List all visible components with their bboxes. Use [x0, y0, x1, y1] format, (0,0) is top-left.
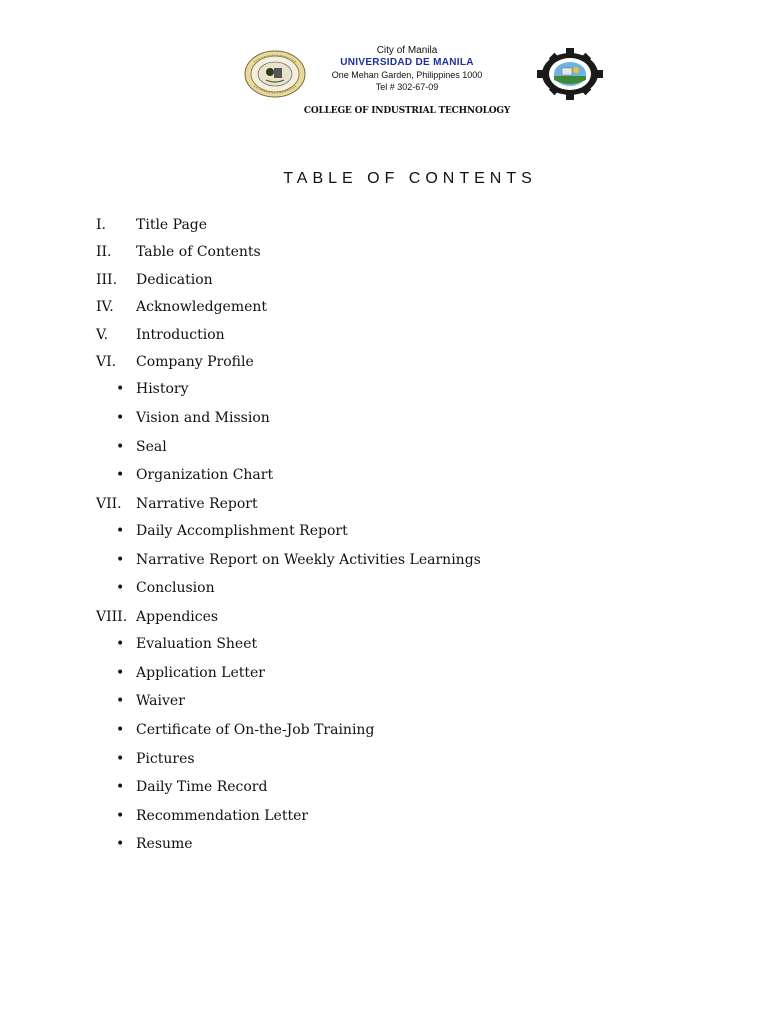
toc-item-label: Recommendation Letter — [136, 807, 309, 824]
toc-item — [96, 633, 696, 662]
bullet-icon: • — [116, 779, 125, 796]
toc-item — [96, 520, 696, 549]
bullet-icon: • — [116, 750, 125, 767]
toc-item — [96, 833, 696, 862]
toc-item — [96, 748, 696, 777]
university-name: UNIVERSIDAD DE MANILA — [340, 57, 474, 68]
toc-item-label: Organization Chart — [136, 467, 274, 484]
toc-item-number: VII. — [96, 495, 122, 512]
toc-item-number: III. — [96, 271, 118, 288]
toc-title: TABLE OF CONTENTS — [283, 170, 537, 187]
bullet-icon: • — [116, 664, 125, 681]
toc-item — [96, 378, 696, 407]
address: One Mehan Garden, Philippines 1000 — [331, 70, 483, 80]
city-name: City of Manila — [376, 45, 438, 56]
bullet-icon: • — [116, 438, 125, 455]
college-name: COLLEGE OF INDUSTRIAL TECHNOLOGY — [303, 106, 511, 116]
toc-item — [96, 464, 696, 493]
toc-item-label: Resume — [136, 836, 193, 853]
toc-item-label: Conclusion — [136, 580, 215, 597]
toc-item-label: Introduction — [136, 326, 225, 343]
toc-item-label: Table of Contents — [136, 244, 261, 261]
toc-item — [96, 549, 696, 578]
toc-item-number: V. — [96, 326, 109, 343]
toc-item — [96, 690, 696, 719]
toc-item — [96, 214, 696, 241]
toc-item-number: I. — [96, 217, 106, 233]
toc-item-label: Appendices — [136, 608, 219, 625]
toc-item — [96, 719, 696, 748]
toc-item — [96, 436, 696, 465]
letterhead — [0, 40, 768, 130]
toc-item-label: Narrative Report — [136, 495, 258, 512]
toc-item — [96, 577, 696, 606]
toc-item-number: VI. — [96, 353, 117, 370]
toc-item — [96, 805, 696, 834]
telephone: Tel # 302-67-09 — [375, 82, 439, 92]
toc-item-label: Narrative Report on Weekly Activities Learnings — [136, 551, 481, 568]
toc-item-label: Company Profile — [136, 353, 254, 370]
toc-item-label: Certificate of On-the-Job Training — [136, 722, 375, 739]
toc-item-label: History — [136, 381, 189, 398]
bullet-icon: • — [116, 551, 125, 568]
toc-item — [96, 269, 696, 296]
toc-item-label: Evaluation Sheet — [136, 636, 258, 653]
toc-item — [96, 776, 696, 805]
toc-item-label: Pictures — [136, 750, 195, 767]
toc-item — [96, 662, 696, 691]
toc-item-label: Daily Accomplishment Report — [136, 523, 348, 540]
toc-item — [96, 606, 696, 633]
bullet-icon: • — [116, 381, 125, 398]
toc-item-label: Seal — [136, 438, 167, 455]
bullet-icon: • — [116, 636, 125, 653]
toc-item-label: Title Page — [136, 217, 208, 233]
toc-item-number: VIII. — [96, 608, 128, 625]
bullet-icon: • — [116, 722, 125, 739]
college-gear-seal-icon — [536, 48, 604, 100]
toc-item — [96, 351, 696, 378]
toc-item-label: Waiver — [136, 693, 185, 710]
bullet-icon: • — [116, 693, 125, 710]
toc-item — [96, 296, 696, 323]
toc-item-label: Vision and Mission — [136, 409, 270, 426]
toc-item — [96, 324, 696, 351]
toc-item — [96, 241, 696, 268]
toc-item-label: Application Letter — [136, 664, 265, 681]
toc-list — [96, 214, 696, 862]
toc-item — [96, 407, 696, 436]
bullet-icon: • — [116, 523, 125, 540]
bullet-icon: • — [116, 836, 125, 853]
bullet-icon: • — [116, 580, 125, 597]
toc-item-label: Dedication — [136, 271, 213, 288]
toc-item-number: IV. — [96, 299, 114, 316]
bullet-icon: • — [116, 467, 125, 484]
bullet-icon: • — [116, 409, 125, 426]
letterhead-text — [307, 45, 507, 93]
bullet-icon: • — [116, 807, 125, 824]
toc-item-label: Acknowledgement — [136, 299, 268, 316]
toc-item-number: II. — [96, 244, 112, 261]
toc-item — [96, 493, 696, 520]
university-seal-icon — [244, 50, 306, 98]
toc-item-label: Daily Time Record — [136, 779, 268, 796]
